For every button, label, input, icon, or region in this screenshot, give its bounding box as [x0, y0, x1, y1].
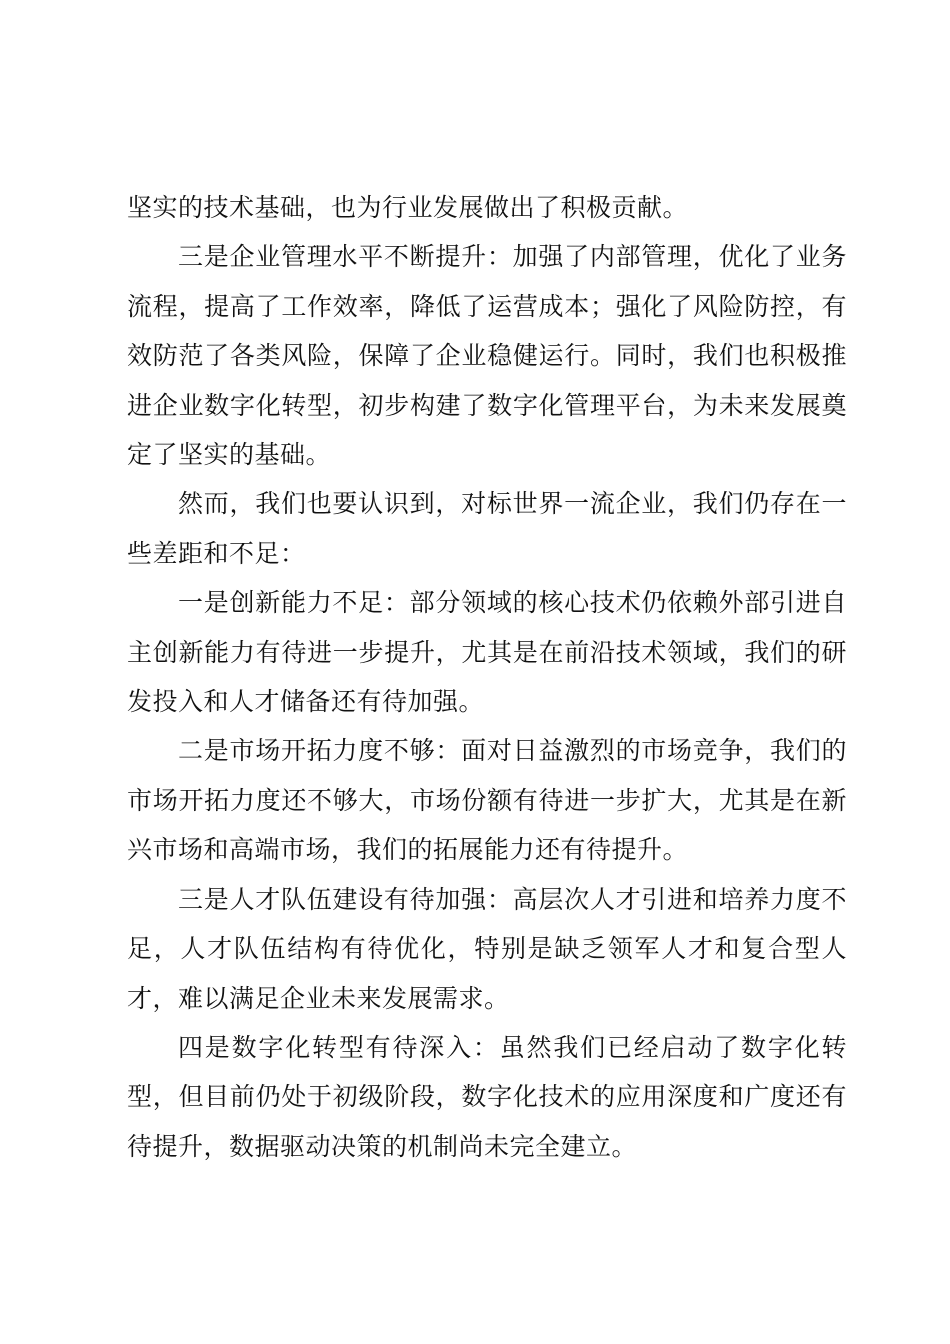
document-body — [127, 183, 847, 1171]
paragraph-gaps-intro: 然而，我们也要认识到，对标世界一流企业，我们仍存在一些差距和不足： — [127, 489, 847, 568]
paragraph-digital: 四是数字化转型有待深入：虽然我们已经启动了数字化转型，但目前仍处于初级阶段，数字化技术的应用深度和广度还有待提升，数据驱动决策的机制尚未完全建立。 — [127, 1032, 847, 1161]
paragraph-innovation: 一是创新能力不足：部分领域的核心技术仍依赖外部引进自主创新能力有待进一步提升，尤其是在前沿技术领域，我们的研发投入和人才储备还有待加强。 — [127, 588, 847, 717]
paragraph-market: 二是市场开拓力度不够：面对日益激烈的市场竞争，我们的市场开拓力度还不够大，市场份额有待进一步扩大，尤其是在新兴市场和高端市场，我们的拓展能力还有待提升。 — [127, 736, 847, 865]
paragraph-talent: 三是人才队伍建设有待加强：高层次人才引进和培养力度不足，人才队伍结构有待优化，特别是缺乏领军人才和复合型人才，难以满足企业未来发展需求。 — [127, 884, 847, 1013]
paragraph-management: 三是企业管理水平不断提升：加强了内部管理，优化了业务流程，提高了工作效率，降低了运营成本；强化了风险防控，有效防范了各类风险，保障了企业稳健运行。同时，我们也积极推进企业数字化转型，初步构建了数字化管理平台，为未来发展奠定了坚实的基础。 — [127, 242, 847, 470]
paragraph-continuation: 坚实的技术基础，也为行业发展做出了积极贡献。 — [127, 193, 689, 222]
